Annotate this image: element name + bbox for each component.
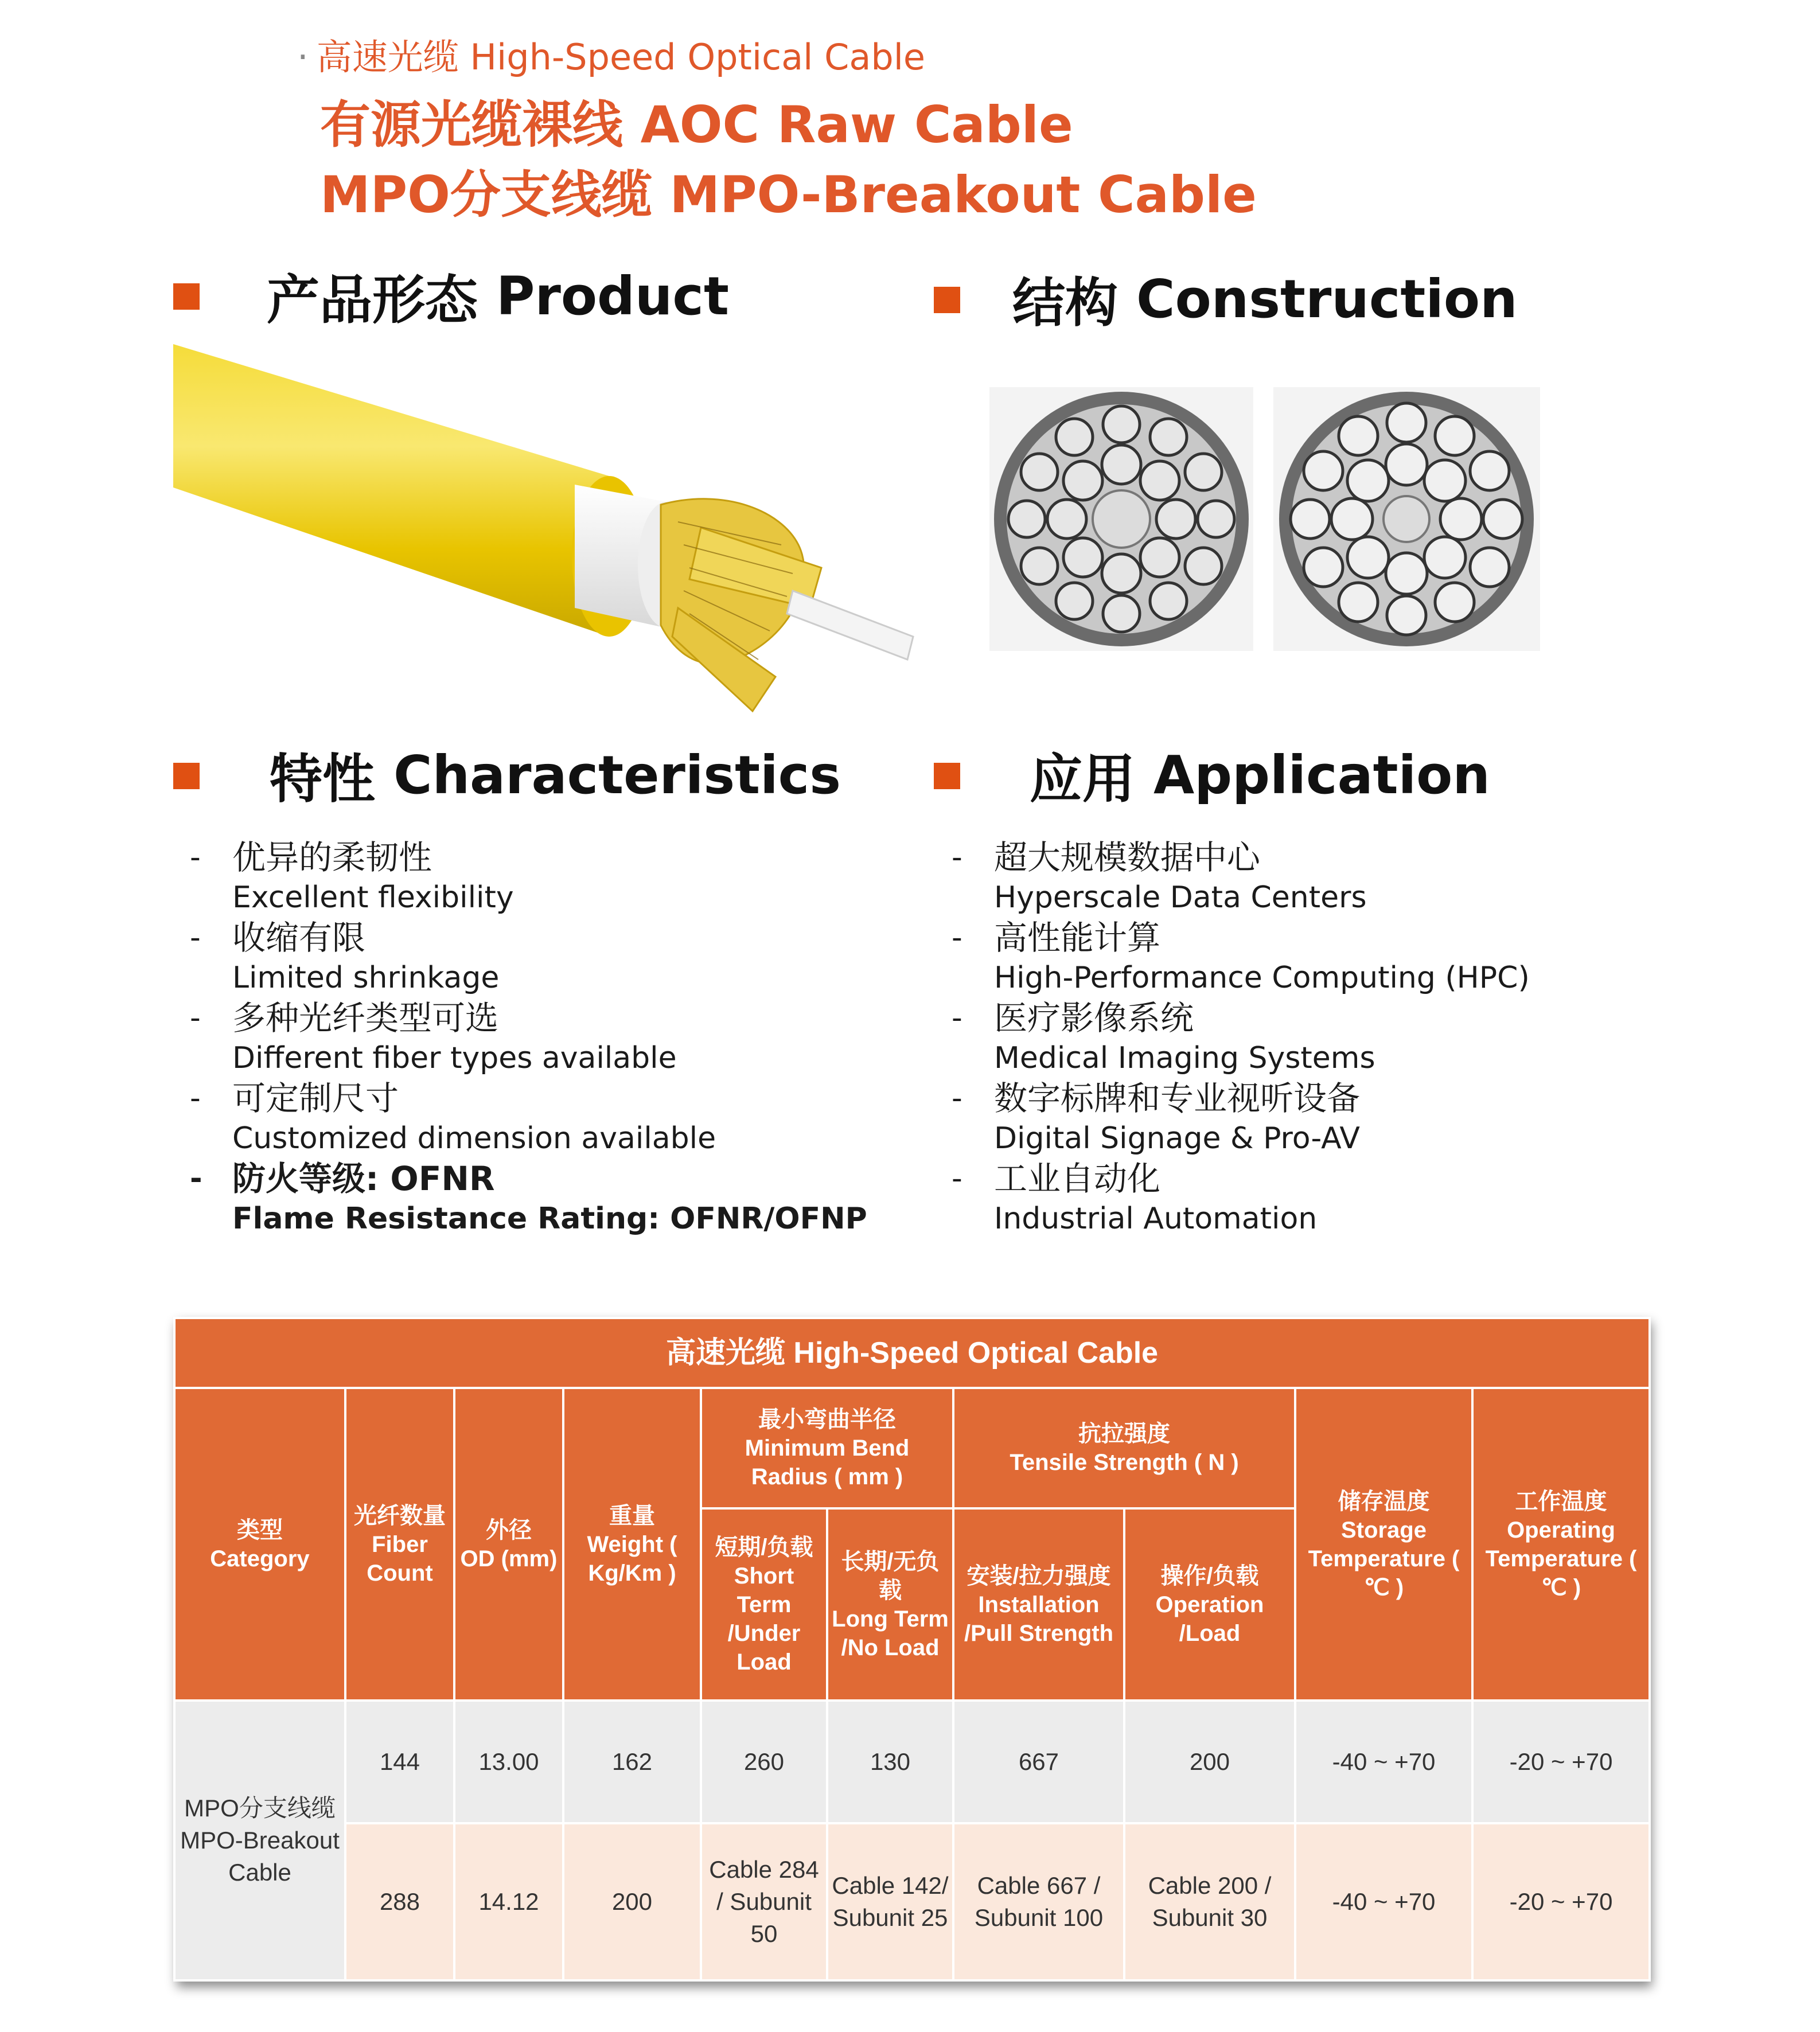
list-item: - 数字标牌和专业视听设备 Digital Signage & Pro-AV: [952, 1079, 1361, 1156]
page-title-line2: MPO分支线缆 MPO-Breakout Cable: [320, 165, 1257, 224]
cell-weight: 162: [563, 1701, 701, 1823]
header-bend-short: 短期/负载 Short Term /Under Load: [701, 1508, 827, 1701]
table-row: [174, 1701, 1650, 1823]
cell-operation: 200: [1124, 1701, 1295, 1823]
cable-product-image: [173, 338, 919, 740]
category-cell: MPO分支线缆 MPO-Breakout Cable: [174, 1701, 345, 1980]
list-item: - 防火等级: OFNR Flame Resistance Rating: OFNR/OFNP: [190, 1159, 867, 1236]
cell-install: Cable 667 / Subunit 100: [953, 1823, 1124, 1980]
cell-bend-short: 260: [701, 1701, 827, 1823]
cell-fiber: 288: [345, 1823, 454, 1980]
page-subtitle: · 高速光缆 High-Speed Optical Cable: [297, 36, 926, 78]
bullet-square: [934, 763, 960, 789]
list-item: - 医疗影像系统 Medical Imaging Systems: [952, 999, 1375, 1075]
page-title-line1: 有源光缆裸线 AOC Raw Cable: [320, 95, 1073, 154]
cell-bend-long: 130: [827, 1701, 953, 1823]
cell-operating: -20 ~ +70: [1472, 1823, 1650, 1980]
header-weight: 重量 Weight ( Kg/Km ): [563, 1388, 701, 1701]
header-bend-long: 长期/无负载 Long Term /No Load: [827, 1508, 953, 1701]
section-construction: 结构 Construction: [1012, 268, 1518, 334]
cell-bend-short: Cable 284 / Subunit 50: [701, 1823, 827, 1980]
section-application: 应用 Application: [1030, 744, 1490, 810]
section-product: 产品形态 Product: [267, 265, 729, 331]
list-item: - 高性能计算 High-Performance Computing (HPC): [952, 918, 1530, 995]
cell-weight: 200: [563, 1823, 701, 1980]
cell-od: 14.12: [454, 1823, 563, 1980]
bullet-square: [173, 763, 200, 789]
cell-bend-long: Cable 142/ Subunit 25: [827, 1823, 953, 1980]
header-od: 外径 OD (mm): [454, 1388, 563, 1701]
header-storage-temp: 储存温度 Storage Temperature ( ℃ ): [1295, 1388, 1472, 1701]
header-operating-temp: 工作温度 Operating Temperature ( ℃ ): [1472, 1388, 1650, 1701]
application-list: [952, 837, 1740, 1239]
list-item: - 工业自动化 Industrial Automation: [952, 1159, 1318, 1236]
header-category: 类型 Category: [174, 1388, 345, 1701]
list-item: - 超大规模数据中心 Hyperscale Data Centers: [952, 838, 1367, 915]
cell-operation: Cable 200 / Subunit 30: [1124, 1823, 1295, 1980]
bullet-square: [173, 283, 200, 310]
header-fiber-count: 光纤数量 Fiber Count: [345, 1388, 454, 1701]
cell-fiber: 144: [345, 1701, 454, 1823]
list-item: - 收缩有限 Limited shrinkage: [190, 918, 500, 995]
header-tensile-operation: 操作/负载 Operation /Load: [1124, 1508, 1295, 1701]
bullet-square: [934, 287, 960, 313]
cell-storage: -40 ~ +70: [1295, 1823, 1472, 1980]
table-title: 高速光缆 High-Speed Optical Cable: [174, 1318, 1650, 1388]
header-bend-radius: 最小弯曲半径 Minimum Bend Radius ( mm ): [701, 1388, 953, 1508]
spec-table: [173, 1317, 1648, 1982]
list-item: - 可定制尺寸 Customized dimension available: [190, 1079, 716, 1156]
list-item: - 多种光纤类型可选 Different fiber types available: [190, 999, 677, 1075]
table-row: [174, 1823, 1650, 1980]
cell-od: 13.00: [454, 1701, 563, 1823]
cell-install: 667: [953, 1701, 1124, 1823]
characteristics-list: [190, 837, 978, 1239]
cable-cross-section-diagrams: [989, 387, 1540, 651]
header-tensile-install: 安装/拉力强度 Installation /Pull Strength: [953, 1508, 1124, 1701]
header-tensile-strength: 抗拉强度 Tensile Strength ( N ): [953, 1388, 1295, 1508]
section-characteristics: 特性 Characteristics: [270, 744, 841, 810]
cell-operating: -20 ~ +70: [1472, 1701, 1650, 1823]
cell-storage: -40 ~ +70: [1295, 1701, 1472, 1823]
list-item: - 优异的柔韧性 Excellent flexibility: [190, 838, 514, 915]
